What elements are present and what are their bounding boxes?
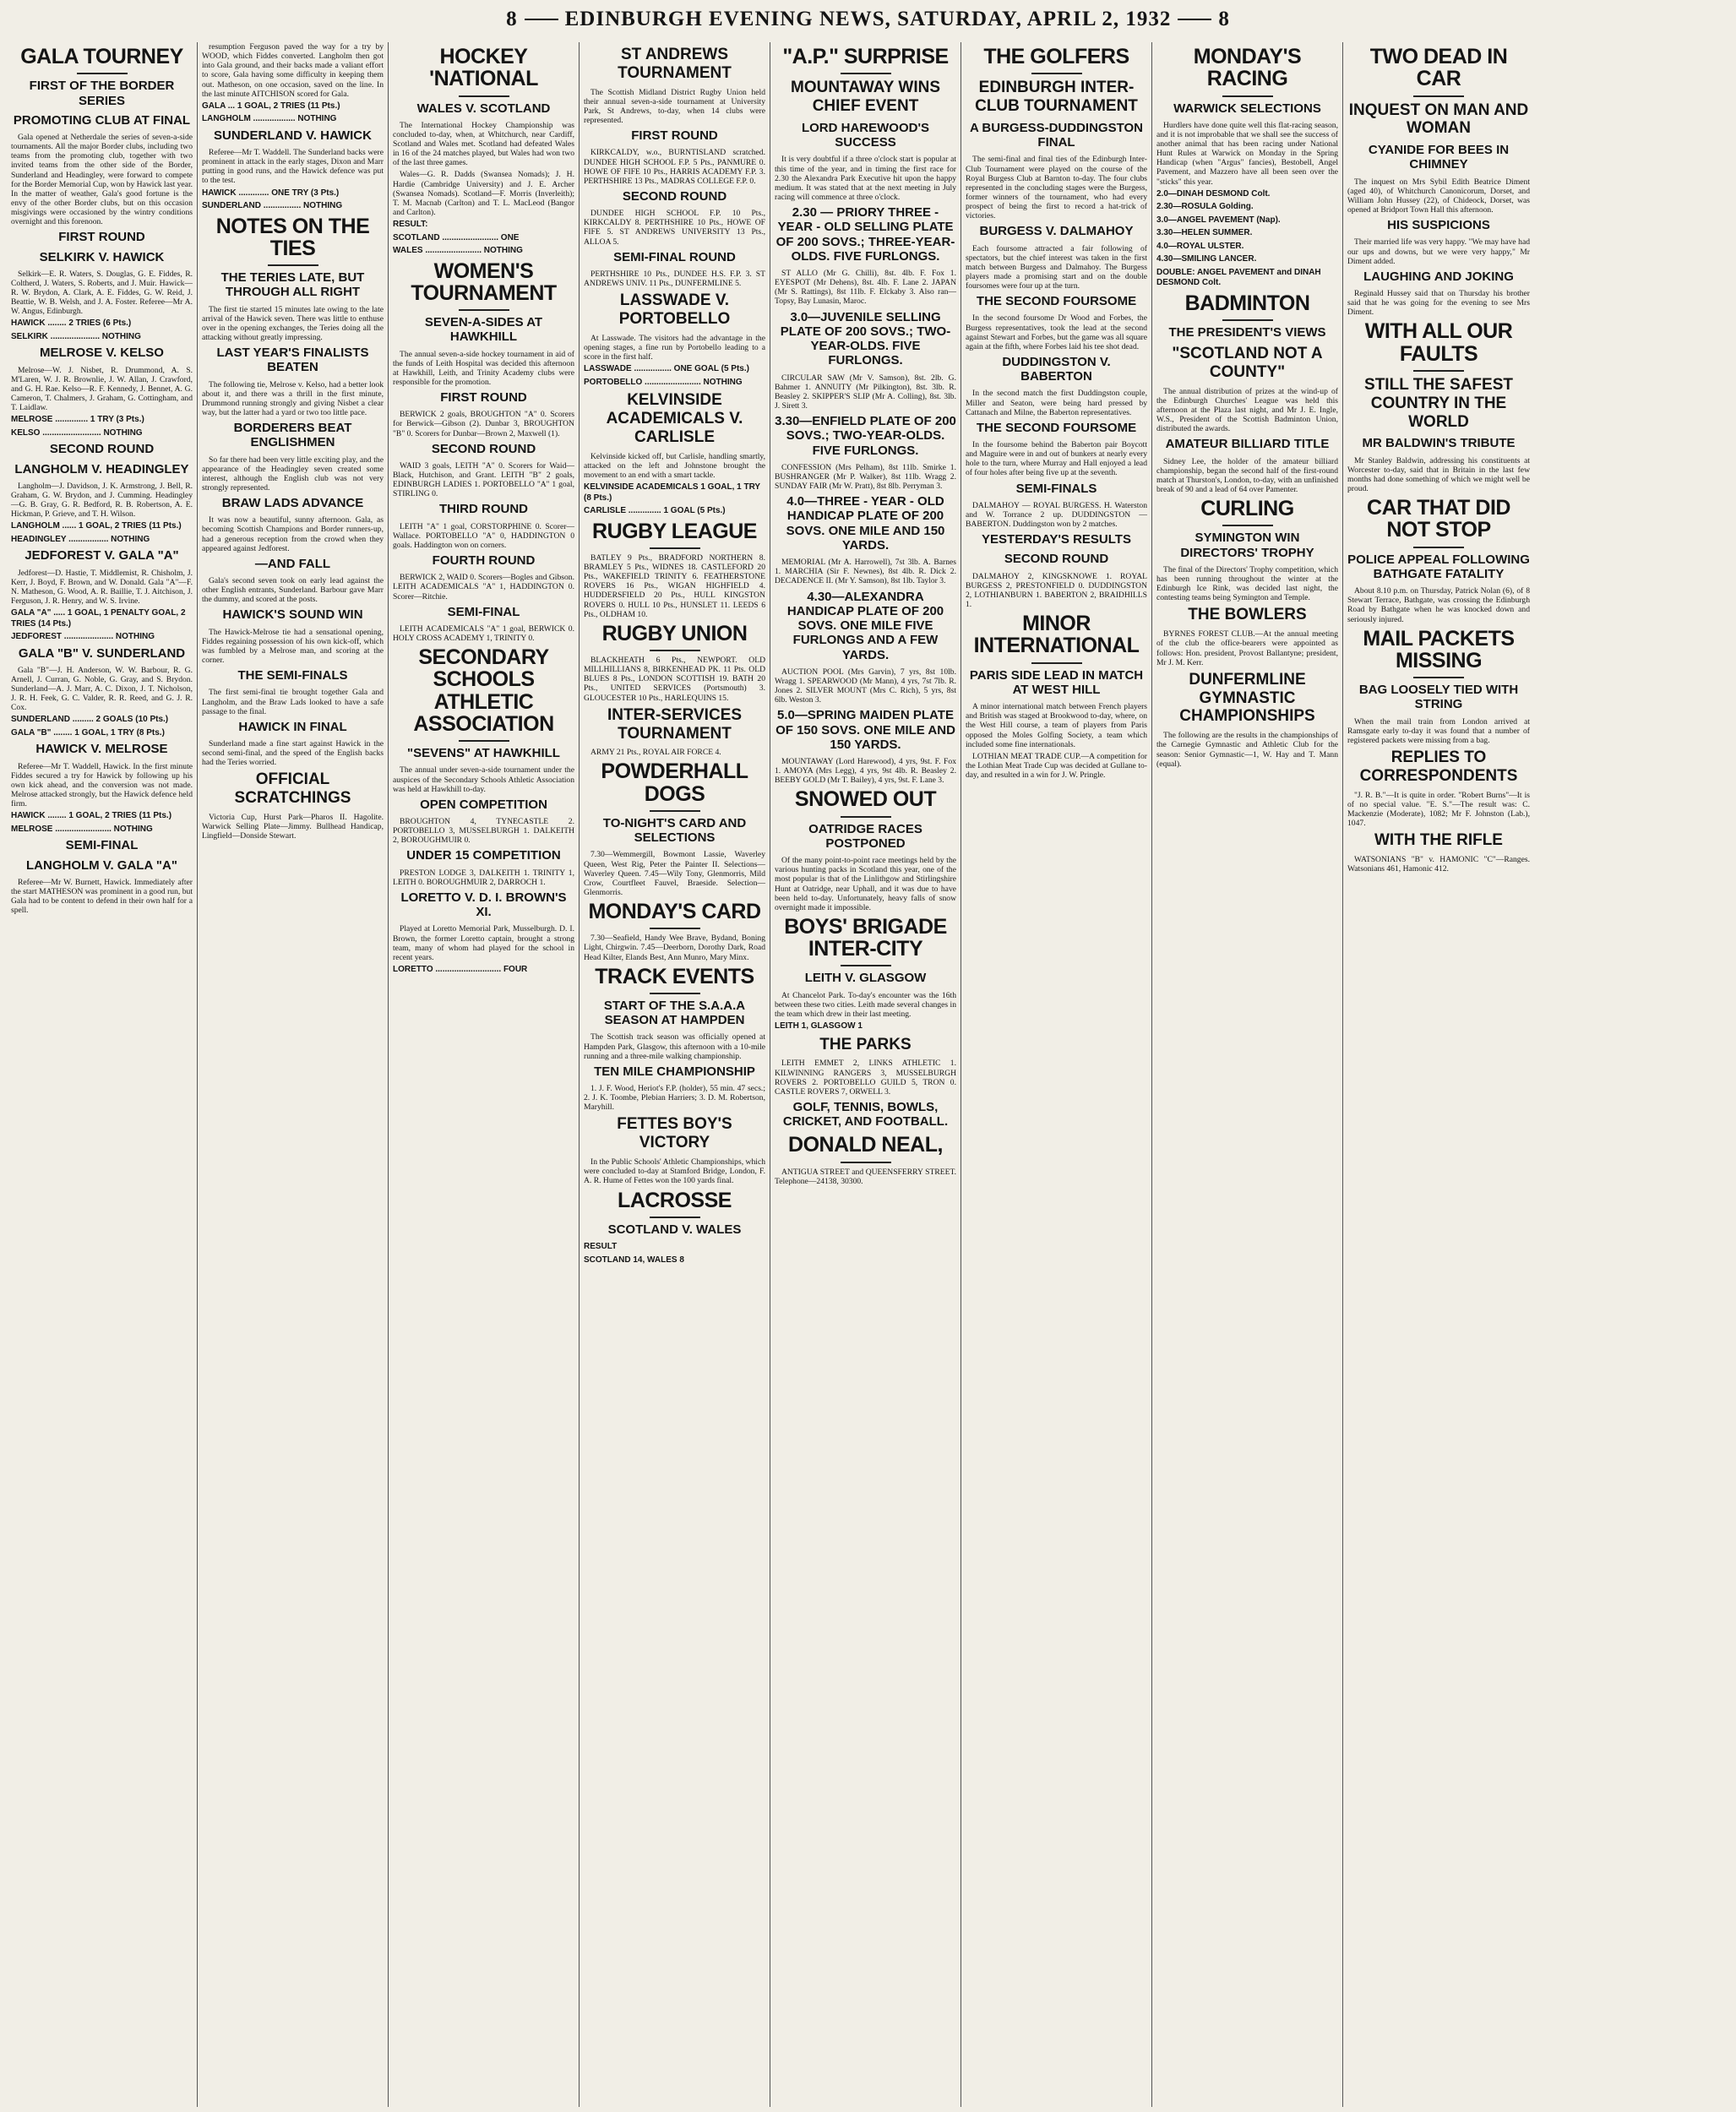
match-result: LANGHOLM ...... 1 GOAL, 2 TRIES (11 Pts.) [11,521,182,531]
headline-divider [650,650,700,651]
article-paragraph: Jedforest—D. Hastie, T. Middlemist, R. Chisholm, J. Kerr, J. Boyd, F. Brown, and W. Donald. Gala "A"—F. N. Matheson, G. Wood, A. R. Baillie, T. J. Aitchison, J. Ferguson, J. R. Henry, and W. S. Irvine. [11,568,193,606]
article-subheading: EDINBURGH INTER-CLUB TOURNAMENT [975,79,1138,116]
headline-divider [650,810,700,812]
article-paragraph: BROUGHTON 4, TYNECASTLE 2. PORTOBELLO 3, MUSSELBURGH 1. DALKEITH 2, BOROUGHMUIR 0. [393,817,574,846]
article-paragraph: ANTIGUA STREET and QUEENSFERRY STREET. Telephone—24138, 30300. [775,1167,956,1186]
article-subheading: THE PARKS [819,1035,912,1053]
match-result: KELSO ......................... NOTHING [11,427,143,438]
article-headline: "A.P." SURPRISE [782,45,949,68]
masthead [0,0,1736,39]
article-subheading: OPEN COMPETITION [420,797,547,812]
article-paragraph: Kelvinside kicked off, but Carlisle, handling smartly, attacked on the left and Johnstone brought the movement to an end with a smart tackle. [584,451,765,481]
article-paragraph: Referee—Mr T. Waddell, Hawick. In the first minute Fiddes secured a try for Hawick by following up his own kick ahead, and the conversion was not made. Melrose attacked strongly, but the Hawick defence held firm. [11,761,193,809]
article-paragraph: Langholm—J. Davidson, J. K. Armstrong, J. Bell, R. Graham, G. W. Brydon, and J. Cumming. Headingley—G. B. Gray, G. R. Bedford, R. B. Robertson, A. E. Hickman, P. Grieve, and T. H. Wilson. [11,481,193,520]
match-result: 3.30—HELEN SUMMER. [1156,228,1253,238]
article-paragraph: When the mail train from London arrived at Ramsgate early to-day it was found that a number of registered packets were missing from a bag. [1347,716,1530,745]
article-paragraph: 1. J. F. Wood, Heriot's F.P. (holder), 55 min. 47 secs.; 2. J. K. Toombe, Plebian Harriers; 3. D. M. Robertson, Maryhill. [584,1084,765,1113]
article-paragraph: KIRKCALDY, w.o., BURNTISLAND scratched. DUNDEE HIGH SCHOOL F.P. 5 Pts., PANMURE 0. HOWE OF FIFE 10 Pts., HARRIS ACADEMY F.P. 3. PERTHSHIRE 13 Pts., MADRAS COLLEGE F.P. 0. [584,148,765,186]
article-paragraph: Each foursome attracted a fair following of spectators, but the chief interest was taken in the first match between Burgess and Dalmahoy. The Burgess players made a promising start and on the double foursomes were four up at the turn. [966,243,1147,291]
match-result: HEADINGLEY ................. NOTHING [11,534,150,544]
article-headline: MAIL PACKETS MISSING [1363,626,1515,672]
article-paragraph: DALMAHOY — ROYAL BURGESS. H. Waterston and W. Torrance 2 up. DUDDINGSTON — BABERTON. Duddingston won by 2 matches. [966,500,1147,530]
column-8 [1343,42,1534,2107]
article-paragraph: Sidney Lee, the holder of the amateur billiard championship, began the second half of the first-round match at Thurston's, London, to-day, with an unfinished break of 90 and a lead of 64 over Pamenter. [1156,456,1338,495]
article-paragraph: ST ALLO (Mr G. Chilli), 8st. 4lb. F. Fox 1. EYESPOT (Mr Dehens), 8st. 4lb. F. Lane 2. JAPAN (Mr S. Rattings), 8st 11lb. F. Elckaby 3. Also ran—Topsy, Bay Lunasin, Maroc. [775,269,956,307]
article-subheading: INTER-SERVICES TOURNAMENT [607,705,743,743]
article-headline: GALA TOURNEY [20,45,183,68]
article-subheading: MOUNTAWAY WINS CHIEF EVENT [791,79,940,116]
article-subheading: TEN MILE CHAMPIONSHIP [594,1064,755,1079]
article-subheading: TO-NIGHT'S CARD AND SELECTIONS [602,815,747,846]
article-paragraph: The following tie, Melrose v. Kelso, had a better look about it, and there was a thrill in the first minute, Drummond running strongly and giving Nisbet a clear way, but the latter had a yard or two too little pace. [202,379,384,417]
match-result: SCOTLAND 14, WALES 8 [584,1255,684,1265]
masthead-rule-right [1178,19,1211,20]
headline-divider [268,264,318,266]
article-paragraph: The annual distribution of prizes at the wind-up of the Edinburgh Churches' League was held this afternoon at the Plaza last night, and Mr J. E. Ingle, W.S., President of the Scottish Badminton Union, distributed the awards. [1156,386,1338,434]
article-subheading: SYMINGTON WIN DIRECTORS' TROPHY [1180,531,1314,560]
article-subheading: WALES V. SCOTLAND [416,101,551,116]
article-paragraph: Hurdlers have done quite well this flat-racing season, and it is not improbable that we shall see the success of another animal that has been racing under National Hunt Rules at Warwick on Monday in the Spring Handicap (when "Argus" fancies), Bestobell, Angel Pavement, and Mazzero have all been seen over the "sticks" this year. [1156,120,1338,187]
article-paragraph: It is very doubtful if a three o'clock start is popular at this time of the year, and in timing the first race for 2.30 the Alexandra Park Executive hit upon the happy medium. It was stated that at the next meeting in July racing will commence at three o'clock. [775,155,956,202]
article-paragraph: MOUNTAWAY (Lord Harewood), 4 yrs, 9st. F. Fox 1. AMOYA (Mrs Legg), 4 yrs, 9st 4lb. R. Beasley 2. BEEBY GOLD (Mr T. Bailey), 4 yrs, 9st. F. Lane 3. [775,757,956,786]
article-paragraph: DALMAHOY 2, KINGSKNOWE 1. ROYAL BURGESS 2, PRESTONFIELD 0. DUDDINGSTON 2, LOTHIANBURN 1. BABERTON 2, BRAIDHILLS 1. [966,571,1147,610]
article-subheading: SECOND ROUND [431,441,536,456]
article-subheading: DUNFERMLINE GYMNASTIC CHAMPIONSHIPS [1179,670,1315,726]
article-subheading: FIRST OF THE BORDER SERIES [29,79,175,108]
article-subheading: JEDFOREST V. GALA "A" [24,548,179,563]
article-subheading: HIS SUSPICIONS [1387,218,1490,233]
article-subheading: INQUEST ON MAN AND WOMAN [1348,101,1529,138]
headline-divider [459,95,509,97]
match-result: JEDFOREST ..................... NOTHING [11,632,155,641]
article-paragraph: BLACKHEATH 6 Pts., NEWPORT. OLD MILLHILLIANS 8, BIRKENHEAD PK. 11 Pts. OLD BLUES 8 Pts., LONDON SCOTTISH 19. BATH 20 Pts., UNITED SERVICES (Portsmouth) 3. GLOUCESTER 10 Pts., HARLEQUINS 15. [584,656,765,703]
headline-divider [1413,370,1464,372]
article-paragraph: DUNDEE HIGH SCHOOL F.P. 10 Pts., KIRKCALDY 8. PERTHSHIRE 10 Pts., HOWE OF FIFE 5. ST ANDREWS UNIVERSITY 13 Pts., ALLOA 5. [584,209,765,247]
article-subheading: 3.30—ENFIELD PLATE OF 200 SOVS.; TWO-YEAR-OLDS. FIVE FURLONGS. [775,414,956,458]
article-paragraph: It was now a beautiful, sunny afternoon. Gala, as becoming Scottish Champions and Border runners-up, had a generous reception from the crowd when they appeared against Jedforest. [202,515,384,553]
article-paragraph: BERWICK 2 goals, BROUGHTON "A" 0. Scorers for Berwick—Gibson (2). Dunbar 3, BROUGHTON "B" 0. Scorers for Dunbar—Brown 2, Maxwell (1). [393,410,574,438]
article-headline: TWO DEAD IN CAR [1369,45,1508,91]
match-result: 2.0—DINAH DESMOND Colt. [1156,188,1271,199]
article-subheading: POLICE APPEAL FOLLOWING BATHGATE FATALITY [1347,552,1530,581]
article-subheading: THE SECOND FOURSOME [976,420,1137,435]
article-subheading: SUNDERLAND V. HAWICK [214,128,372,143]
article-subheading: PARIS SIDE LEAD IN MATCH AT WEST HILL [969,667,1144,697]
article-headline: BOYS' BRIGADE INTER-CITY [784,914,947,961]
article-subheading: LASSWADE V. PORTOBELLO [618,291,731,329]
article-subheading: MR BALDWIN'S TRIBUTE [1362,436,1516,451]
match-result: 4.0—ROYAL ULSTER. [1156,241,1244,251]
article-subheading: START OF THE S.A.A.A SEASON AT HAMPDEN [603,998,746,1028]
article-subheading: 5.0—SPRING MAIDEN PLATE OF 150 SOVS. ONE MILE AND 150 YARDS. [775,708,955,752]
article-paragraph: The International Hockey Championship was concluded to-day, when, at Whitchurch, near Cardiff, Scotland and Wales met. Scotland had defeated Wales in 16 of the 24 matches played, but Wales had won two of the last three games. [393,120,574,168]
article-subheading: THE BOWLERS [1188,606,1307,624]
article-paragraph: Mr Stanley Baldwin, addressing his constituents at Worcester to-day, said that in Britain in the last few months had done something of which we might well be proud. [1347,455,1530,494]
article-headline: SNOWED OUT [794,787,937,812]
article-paragraph: 7.30—Wemmergill, Bowmont Lassie, Waverley Queen, West Rig, Peter the Painter II. Selections—Waverley Queen. 7.45—Wily Tony, Glenmorris, Mild Crow, Courtfleet Fauvel, Braeside. Selection—Glenmorris. [584,850,765,897]
article-paragraph: So far there had been very little exciting play, and the appearance of the Headingley seven created some interest, although the English club was not very strongly represented. [202,455,384,493]
article-paragraph: LOTHIAN MEAT TRADE CUP.—A competition for the Lothian Meat Trade Cup was decided at Gullane to-day, and resulted in a win for J. W. Pringle. [966,751,1147,781]
match-result: 3.0—ANGEL PAVEMENT (Nap). [1156,215,1281,225]
article-paragraph: The inquest on Mrs Sybil Edith Beatrice Diment (aged 40), of Whitchurch Canonicorum, Dorset, and William John Hussey (22), of Chideock, Dorset, was opened at Bridport Town Hall this afternoon. [1347,177,1530,215]
article-paragraph: Wales—G. R. Dadds (Swansea Nomads); J. H. Hardie (Cambridge University) and J. E. Archer (Swansea Nomads). Scotland—F. Morris (Inverleith); T. M. Macnab (Carlton) and T. L. MacLeod (Bangor and Carlton). [393,170,574,217]
article-paragraph: The first tie started 15 minutes late owing to the late arrival of the Hawick seven. There was little to enthuse over in the opening exchanges, the Teries doing all the attacking without greatly impressing. [202,304,384,342]
article-subheading: BRAW LADS ADVANCE [221,496,364,510]
article-paragraph: Selkirk—E. R. Waters, S. Douglas, G. E. Fiddes, R. Coltherd, J. Waters, S. Roberts, and J. Muir. Hawick—R. W. Brydon, A. Clark, A. E. Fiddes, G. W. Reid, J. Beattie, W. B. Welsh, and J. A. Foster. Referee—Mr A. W. Angus, Edinburgh. [11,269,193,317]
article-paragraph: The Scottish Midland District Rugby Union held their annual seven-a-side tournament at University Park, St Andrews, to-day, when 14 clubs were represented. [584,87,765,126]
article-subheading: FIRST ROUND [440,390,527,405]
article-paragraph: WAID 3 goals, LEITH "A" 0. Scorers for Waid—Black, Hutchison, and Grant. LEITH "B" 2 goals, EDINBURGH LADIES 1. PORTOBELLO "A" 1 goal, STIRLING 0. [393,460,574,499]
headline-divider [1413,547,1464,548]
article-subheading: SEMI-FINAL [447,604,520,619]
article-headline: RUGBY LEAGUE [592,519,757,543]
article-subheading: THIRD ROUND [439,502,528,517]
article-headline: MONDAY'S CARD [588,900,761,924]
article-paragraph: CONFESSION (Mrs Pelham), 8st 11lb. Smirke 1. BUSHRANGER (Mr P. Walker), 8st 11lb. Wragg 2. SUNDAY FAIR (Mr W. Pratt), 8st 8lb. Perryman 3. [775,462,956,492]
article-subheading: LANGHOLM V. GALA "A" [26,857,177,873]
article-subheading: 4.0—THREE - YEAR - OLD HANDICAP PLATE OF 200 SOVS. ONE MILE AND 150 YARDS. [786,494,945,552]
article-subheading: KELVINSIDE ACADEMICALS V. CARLISLE [606,391,743,446]
match-result: 2.30—ROSULA Golding. [1156,202,1254,212]
article-subheading: BAG LOOSELY TIED WITH STRING [1358,683,1519,712]
article-subheading: FOURTH ROUND [432,553,536,568]
article-subheading: LAUGHING AND JOKING [1363,269,1514,284]
match-result: SELKIRK ..................... NOTHING [11,331,141,341]
match-result: PORTOBELLO ........................ NOTHING [584,377,743,387]
match-result: HAWICK ........ 2 TRIES (6 Pts.) [11,318,132,329]
match-result: DOUBLE: ANGEL PAVEMENT and DINAH DESMOND Colt. [1156,267,1321,288]
article-subheading: FETTES BOY'S VICTORY [617,1115,732,1152]
article-subheading: REPLIES TO CORRESPONDENTS [1359,748,1518,785]
column-3 [389,42,580,2107]
article-paragraph: LEITH ACADEMICALS "A" 1 goal, BERWICK 0. HOLY CROSS ACADEMY 1, TRINITY 0. [393,623,574,643]
headline-divider [650,547,700,549]
article-paragraph: In the second match the first Duddingston couple, Miller and Seaton, were being hard pressed by Cattanach and Milne, the Baberton representatives. [966,389,1147,417]
match-result: GALA "B" ........ 1 GOAL, 1 TRY (8 Pts.) [11,727,165,738]
article-subheading: FIRST ROUND [631,128,718,144]
headline-divider [841,965,891,966]
article-subheading: HAWICK IN FINAL [238,719,347,734]
column-7 [1152,42,1343,2107]
article-headline: BADMINTON [1184,291,1310,315]
article-paragraph: BATLEY 9 Pts., BRADFORD NORTHERN 8. BRAMLEY 5 Pts., WIDNES 18. CASTLEFORD 20 Pts., WAKEFIELD TRINITY 6. FEATHERSTONE ROVERS 16 Pts., WIGAN HIGHFIELD 4. HUDDERSFIELD 20 Pts., HULL KINGSTON ROVERS 0. HULL 10 Pts., HUNSLET 11. LEEDS 6 Pts., OLDHAM 10. [584,552,765,619]
article-subheading: WARWICK SELECTIONS [1173,101,1321,116]
headline-divider [1222,95,1273,97]
article-paragraph: The Scottish track season was officially opened at Hampden Park, Glasgow, this afternoon with a 10-mile running and a three-mile walking championship. [584,1032,765,1061]
article-paragraph: Gala's second seven took on early lead against the other English entrants, Sunderland. Barbour gave Marr the dummy, and scored at the posts. [202,576,384,605]
match-result: GALA ... 1 GOAL, 2 TRIES (11 Pts.) [202,101,340,111]
article-paragraph: Melrose—W. J. Nisbet, R. Drummond, A. S. M'Laren, W. J. R. Brownlie, J. W. Allan, J. Crawford, and G. H. Rae. Kelso—R. F. Kennedy, J. Bennet, A. G. Cameron, T. Chalmers, J. Graham, G. Cottingham, and T. Laidlaw. [11,365,193,413]
match-result: HAWICK ............. ONE TRY (3 Pts.) [202,188,340,198]
column-5 [770,42,961,2107]
article-subheading: LEITH V. GLASGOW [804,971,927,986]
article-headline: MINOR INTERNATIONAL [973,612,1140,658]
headline-divider [459,309,509,311]
article-subheading: LAST YEAR'S FINALISTS BEATEN [216,346,369,375]
article-paragraph: The first semi-final tie brought together Gala and Langholm, and the Braw Lads looked to have a safe passage to the final. [202,688,384,716]
article-subheading: SCOTLAND V. WALES [607,1222,742,1237]
article-headline: DONALD NEAL, [788,1133,943,1157]
article-headline: WOMEN'S TOURNAMENT [411,259,557,305]
match-result: MELROSE .............. 1 TRY (3 Pts.) [11,415,144,425]
article-subheading: SECOND ROUND [1004,552,1109,567]
article-subheading: CYANIDE FOR BEES IN CHIMNEY [1368,143,1510,172]
article-headline: HOCKEY 'NATIONAL [429,45,538,91]
article-paragraph: resumption Ferguson paved the way for a try by WOOD, which Fiddes converted. Langholm then got into Gala ground, and their backs made a valiant effort to score, Gala having some difficulty in keeping them out. Matheson, on one occasion, saved on the line. In the last minute AITCHISON scored for Gala. [202,42,384,99]
headline-divider [650,993,700,994]
article-paragraph: The final of the Directors' Trophy competition, which has been running throughout the winter at the Edinburgh Ice Rink, was decided last night, the contesting teams being Symington and Temple. [1156,564,1338,603]
article-paragraph: Gala "B"—J. H. Anderson, W. W. Barbour, R. G. Arnell, J. Curran, G. Noble, G. Gray, and S. Brydon. Sunderland—A. J. Marr, A. C. Dixon, J. T. Nicholson, J. R. H. Feek, G. C. Valder, R. R. Reed, and G. J. R. Cox. [11,665,193,713]
article-paragraph: Victoria Cup, Hurst Park—Pharos II. Hagolite. Warwick Selling Plate—Jimmy. Bullhead Handicap, Lingfield—Donside Stewart. [202,813,384,841]
article-paragraph: The annual seven-a-side hockey tournament in aid of the funds of Leith Hospital was decided this afternoon at Hawkhill, Leith, and Trinity Academy clubs were responsible for the promotion. [393,349,574,387]
article-subheading: THE SEMI-FINALS [237,668,348,683]
column-2 [198,42,389,2107]
article-subheading: OFFICIAL SCRATCHINGS [234,770,351,808]
article-paragraph: PRESTON LODGE 3, DALKEITH 1. TRINITY 1, LEITH 0. BOROUGHMUIR 2, DARROCH 1. [393,868,574,887]
article-headline: RUGBY UNION [601,621,748,645]
article-paragraph: The annual under seven-a-side tournament under the auspices of the Secondary Schools Athletic Association was held at Hawkhill to-day. [393,765,574,794]
headline-divider [1031,73,1082,74]
article-subheading: STILL THE SAFEST COUNTRY IN THE WORLD [1364,375,1513,431]
article-paragraph: In the Public Schools' Athletic Championships, which were concluded to-day at Stamford Bridge, London, F. A. R. Hume of Fettes won the 100 yards final. [584,1157,765,1186]
article-headline: CAR THAT DID NOT STOP [1367,496,1510,542]
match-result: RESULT [584,1242,618,1252]
match-result: SUNDERLAND ......... 2 GOALS (10 Pts.) [11,715,169,725]
article-subheading: AMATEUR BILLIARD TITLE [1165,437,1330,452]
columns [7,42,1730,2107]
match-result: GALA "A" ..... 1 GOAL, 1 PENALTY GOAL, 2 TRIES (14 Pts.) [11,608,186,629]
masthead-page-left: 8 [506,8,518,30]
article-paragraph: LEITH "A" 1 goal, CORSTORPHINE 0. Scorer—Wallace. PORTOBELLO "A" 0, HADDINGTON 0 goals. Haddington won on corners. [393,521,574,550]
article-subheading: YESTERDAY'S RESULTS [982,532,1131,547]
article-subheading: LANGHOLM V. HEADINGLEY [14,461,189,476]
match-result: LASSWADE ................ ONE GOAL (5 Pts.) [584,364,749,374]
article-subheading: HAWICK V. MELROSE [35,742,168,757]
match-result: 4.30—SMILING LANCER. [1156,254,1257,264]
article-subheading: SEVEN-A-SIDES AT HAWKHILL [424,315,543,345]
article-paragraph: A minor international match between French players and British was staged at Brookwood to-day, where, on the West Hill course, a team of players from Paris opposed the Moles Golfing Society, a team which included some fine internationals. [966,702,1147,749]
article-paragraph: 7.30—Seafield, Handy Wee Brave, Bydand, Boning Light, Chirgwin. 7.45—Deerborn, Dorothy Dark, Road Head Kilter, Elands Best, Ann Munro, Mary Minx. [584,934,765,962]
article-subheading: LORETTO V. D. I. BROWN'S XI. [400,890,567,920]
article-subheading: THE SECOND FOURSOME [976,294,1137,309]
article-paragraph: CIRCULAR SAW (Mr V. Samson), 8st. 2lb. G. Bahmer 1. ANNUITY (Mr Pilkington), 8st. 3lb. R. Beasley 2. SKIPPER'S SLIP (Mr A. Colling), 8st. 3lb. J. Sirett 3. [775,373,956,411]
article-headline: WITH ALL OUR FAULTS [1364,319,1513,366]
column-4 [580,42,770,2107]
article-subheading: "SEVENS" AT HAWKHILL [407,746,560,761]
match-result: HAWICK ........ 1 GOAL, 2 TRIES (11 Pts.) [11,811,172,821]
article-paragraph: At Chancelot Park. To-day's encounter was the 16th between these two cities. Leith made several changes in the team which drew in their last meeting. [775,990,956,1019]
article-paragraph: BYRNES FOREST CLUB.—At the annual meeting of the club the office-bearers were appointed as follows: Hon. president, Provost Ballantyne; president, Mr J. M. Kerr. [1156,629,1338,667]
article-headline: SECONDARY SCHOOLS ATHLETIC ASSOCIATION [413,645,554,736]
headline-divider [77,73,128,74]
article-subheading: PROMOTING CLUB AT FINAL [13,112,191,128]
article-paragraph: Referee—Mr T. Waddell. The Sunderland backs were prominent in attack in the early stages, Dixon and Marr putting in good runs, and the Hawick defence was put to the test. [202,148,384,186]
match-result: LANGHOLM .................. NOTHING [202,114,337,124]
match-result: SCOTLAND ........................ ONE [393,232,520,242]
headline-divider [841,73,891,74]
article-subheading: THE TERIES LATE, BUT THROUGH ALL RIGHT [220,270,365,300]
headline-divider [1222,319,1273,321]
match-result: SUNDERLAND ................ NOTHING [202,201,343,210]
article-subheading: LORD HAREWOOD'S SUCCESS [801,120,930,150]
article-headline: THE GOLFERS [983,45,1129,68]
article-paragraph: ARMY 21 Pts., ROYAL AIR FORCE 4. [590,748,721,758]
match-result: KELVINSIDE ACADEMICALS 1 GOAL, 1 TRY (8 Pts.) [584,482,760,503]
match-result: CARLISLE .............. 1 GOAL (5 Pts.) [584,506,726,516]
article-paragraph: Referee—Mr W. Burnett, Hawick. Immediately after the start MATHESON was prominent in a good run, but Gala had to be content to defend in their own half for a spell. [11,877,193,916]
article-subheading: WITH THE RIFLE [1374,831,1503,850]
article-paragraph: The following are the results in the championships of the Carnegie Gymnastic and Athletic Club for the season: Senior Gymnastic—1, W. Hay and T. Mann (equal). [1156,731,1338,769]
article-paragraph: AUCTION POOL (Mrs Garvin), 7 yrs, 8st 10lb. Wragg 1. SPEARWOOD (Mr Mann), 4 yrs, 7st 7lb. R. Jones 2. SILVER MOUNT (Mrs C. Rich), 5 yrs, 8st 6lb. Weston 3. [775,667,956,705]
article-subheading: HAWICK'S SOUND WIN [222,607,363,623]
article-subheading: GALA "B" V. SUNDERLAND [18,645,186,661]
article-paragraph: Their married life was very happy. "We may have had our ups and downs, but we were very happy," Mr Diment added. [1347,237,1530,266]
headline-divider [459,740,509,742]
article-subheading: "SCOTLAND NOT A COUNTY" [1172,345,1323,381]
article-paragraph: WATSONIANS "B" v. HAMONIC "C"—Ranges. Watsonians 461, Hamonic 412. [1347,855,1530,874]
article-paragraph: MEMORIAL (Mr A. Harrowell), 7st 3lb. A. Barnes 1. MARCHIA (Sir F. Newnes), 8st 4lb. R. Dick 2. DECADENCE II. (Mr Y. Samson), 8st 1lb. Taylor 3. [775,558,956,586]
article-subheading: A BURGESS-DUDDINGSTON FINAL [969,120,1143,150]
article-subheading: ST ANDREWS TOURNAMENT [618,46,732,82]
article-subheading: SEMI-FINALS [1015,481,1097,496]
article-subheading: DUDDINGSTON V. BABERTON [1002,354,1111,384]
article-subheading: 3.0—JUVENILE SELLING PLATE OF 200 SOVS.; TWO-YEAR-OLDS. FIVE FURLONGS. [780,309,951,368]
column-6 [961,42,1152,2107]
match-result: MELROSE ........................ NOTHING [11,824,153,834]
article-subheading: MELROSE V. KELSO [40,346,164,361]
article-headline: LACROSSE [618,1188,732,1212]
headline-divider [650,1217,700,1218]
article-subheading: UNDER 15 COMPETITION [406,848,561,863]
article-paragraph: At Lasswade. The visitors had the advantage in the opening stages, a fine run by Portobello leading to a score in the first half. [584,333,765,362]
article-paragraph: About 8.10 p.m. on Thursday, Patrick Nolan (6), of 8 Stewart Terrace, Bathgate, was crossing the Edinburgh Road by Bathgate when he was knocked down and seriously injured. [1347,586,1530,624]
article-subheading: FIRST ROUND [58,230,145,245]
article-paragraph: Sunderland made a fine start against Hawick in the second semi-final, and the speed of the English backs had the Teries worried. [202,739,384,768]
article-paragraph: In the foursome behind the Baberton pair Boycott and Maguire were in and out of bunkers at nearly every hole to the turn, where Murray and Hall enjoyed a lead of four holes after being five up at the seventh. [966,440,1147,478]
headline-divider [650,928,700,929]
headline-divider [1222,525,1273,526]
article-subheading: 2.30 — PRIORY THREE - YEAR - OLD SELLING PLATE OF 200 SOVS.; THREE-YEAR-OLDS. FIVE FURLONGS. [775,205,955,264]
headline-divider [1413,677,1464,678]
masthead-page-right: 8 [1218,8,1230,30]
article-paragraph: BERWICK 2, WAID 0. Scorers—Bogles and Gibson. LEITH ACADEMICALS "A" 1, HADDINGTON 0. Scorer—Ritchie. [393,573,574,601]
article-subheading: BURGESS V. DALMAHOY [979,224,1134,239]
headline-divider [841,816,891,818]
article-subheading: SEMI-FINAL [65,838,139,853]
match-result: RESULT: [393,220,428,229]
article-paragraph: Gala opened at Netherdale the series of seven-a-side tournaments. All the major Border clubs, including two teams from the promoting club, together with two invited teams from the other side of the Border, Sunderland and Headingley, were forward to compete for the Border Memorial Cup, won by Hawick last year. In the matter of weather, Gala's good fortune is the envy of the other Border clubs, but on this occasion misgivings were occasioned by the wintry conditions overnight and this forenoon. [11,133,193,227]
article-headline: CURLING [1200,497,1294,521]
article-subheading: SECOND ROUND [49,442,155,457]
article-paragraph: Of the many point-to-point race meetings held by the various hunting packs in Scotland this year, one of the most popular is that of the Linlithgow and Stirlingshire Hunt at Oatridge, near Uphall, and it was due to have been held to-day. Unfortunately, heavy falls of snow overnight made it impossible. [775,856,956,912]
article-paragraph: The semi-final and final ties of the Edinburgh Inter-Club Tournament were played on the course of the Royal Burgess Club at Barnton to-day. The four clubs represented in the concluding stages were the Burgess, former winners of the tournament, who had every prospect of being the first to record a hat-trick of victories. [966,155,1147,221]
article-subheading: SELKIRK V. HAWICK [39,249,165,264]
article-subheading: BORDERERS BEAT ENGLISHMEN [233,421,352,450]
match-result: WALES ........................ NOTHING [393,246,523,255]
article-paragraph: PERTHSHIRE 10 Pts., DUNDEE H.S. F.P. 3. ST ANDREWS UNIV. 11 Pts., DUNFERMLINE 5. [584,269,765,289]
headline-divider [841,1162,891,1163]
article-subheading: OATRIDGE RACES POSTPONED [808,821,922,851]
article-subheading: —AND FALL [254,556,331,571]
headline-divider [1413,95,1464,97]
masthead-rule-left [525,19,558,20]
article-headline: NOTES ON THE TIES [215,214,370,260]
match-result: LEITH 1, GLASGOW 1 [775,1021,863,1032]
article-headline: POWDERHALL DOGS [601,759,748,806]
article-paragraph: LEITH EMMET 2, LINKS ATHLETIC 1. KILWINNING RANGERS 3, MUSSELBURGH ROVERS 2. PORTOBELLO GUILD 5, TRON 0. CASTLE ROVERS 7, ORWELL 3. [775,1059,956,1097]
article-paragraph: In the second foursome Dr Wood and Forbes, the Burgess representatives, took the lead at the second against Stewart and Forbes, but the game was all square again at the fifth, where Forbes laid his tee shot dead. [966,313,1147,351]
article-headline: TRACK EVENTS [595,964,754,988]
article-subheading: SECOND ROUND [622,188,727,204]
match-result: LORETTO ............................ FOUR [393,964,528,974]
article-paragraph: The Hawick-Melrose tie had a sensational opening, Fiddes regaining possession of his own kick-off, which was fumbled by a Melrose man, and scoring at the corner. [202,627,384,665]
article-paragraph: "J. R. B."—It is quite in order. "Robert Burns"—It is of no special value. "E. S."—The result was: C. Mackenzie (Moderate), 1082; Mr F. Johnston (Lab.), 1047. [1347,790,1530,829]
article-subheading: GOLF, TENNIS, BOWLS, CRICKET, AND FOOTBALL. [782,1099,949,1129]
article-subheading: SEMI-FINAL ROUND [613,249,736,264]
article-paragraph: Reginald Hussey said that on Thursday his brother said that he was going for the evening to see Mrs Diment. [1347,289,1530,318]
article-subheading: THE PRESIDENT'S VIEWS [1168,324,1326,340]
article-paragraph: Played at Loretto Memorial Park, Musselburgh. D. I. Brown, the former Loretto captain, brought a strong team, many of whom had played for the school in recent years. [393,924,574,962]
article-subheading: 4.30—ALEXANDRA HANDICAP PLATE OF 200 SOVS. ONE MILE FIVE FURLONGS AND A FEW YARDS. [786,589,944,662]
headline-divider [1031,662,1082,664]
column-1 [7,42,198,2107]
article-headline: MONDAY'S RACING [1193,45,1302,91]
masthead-title: EDINBURGH EVENING NEWS, SATURDAY, APRIL 2, 1932 [564,8,1172,30]
